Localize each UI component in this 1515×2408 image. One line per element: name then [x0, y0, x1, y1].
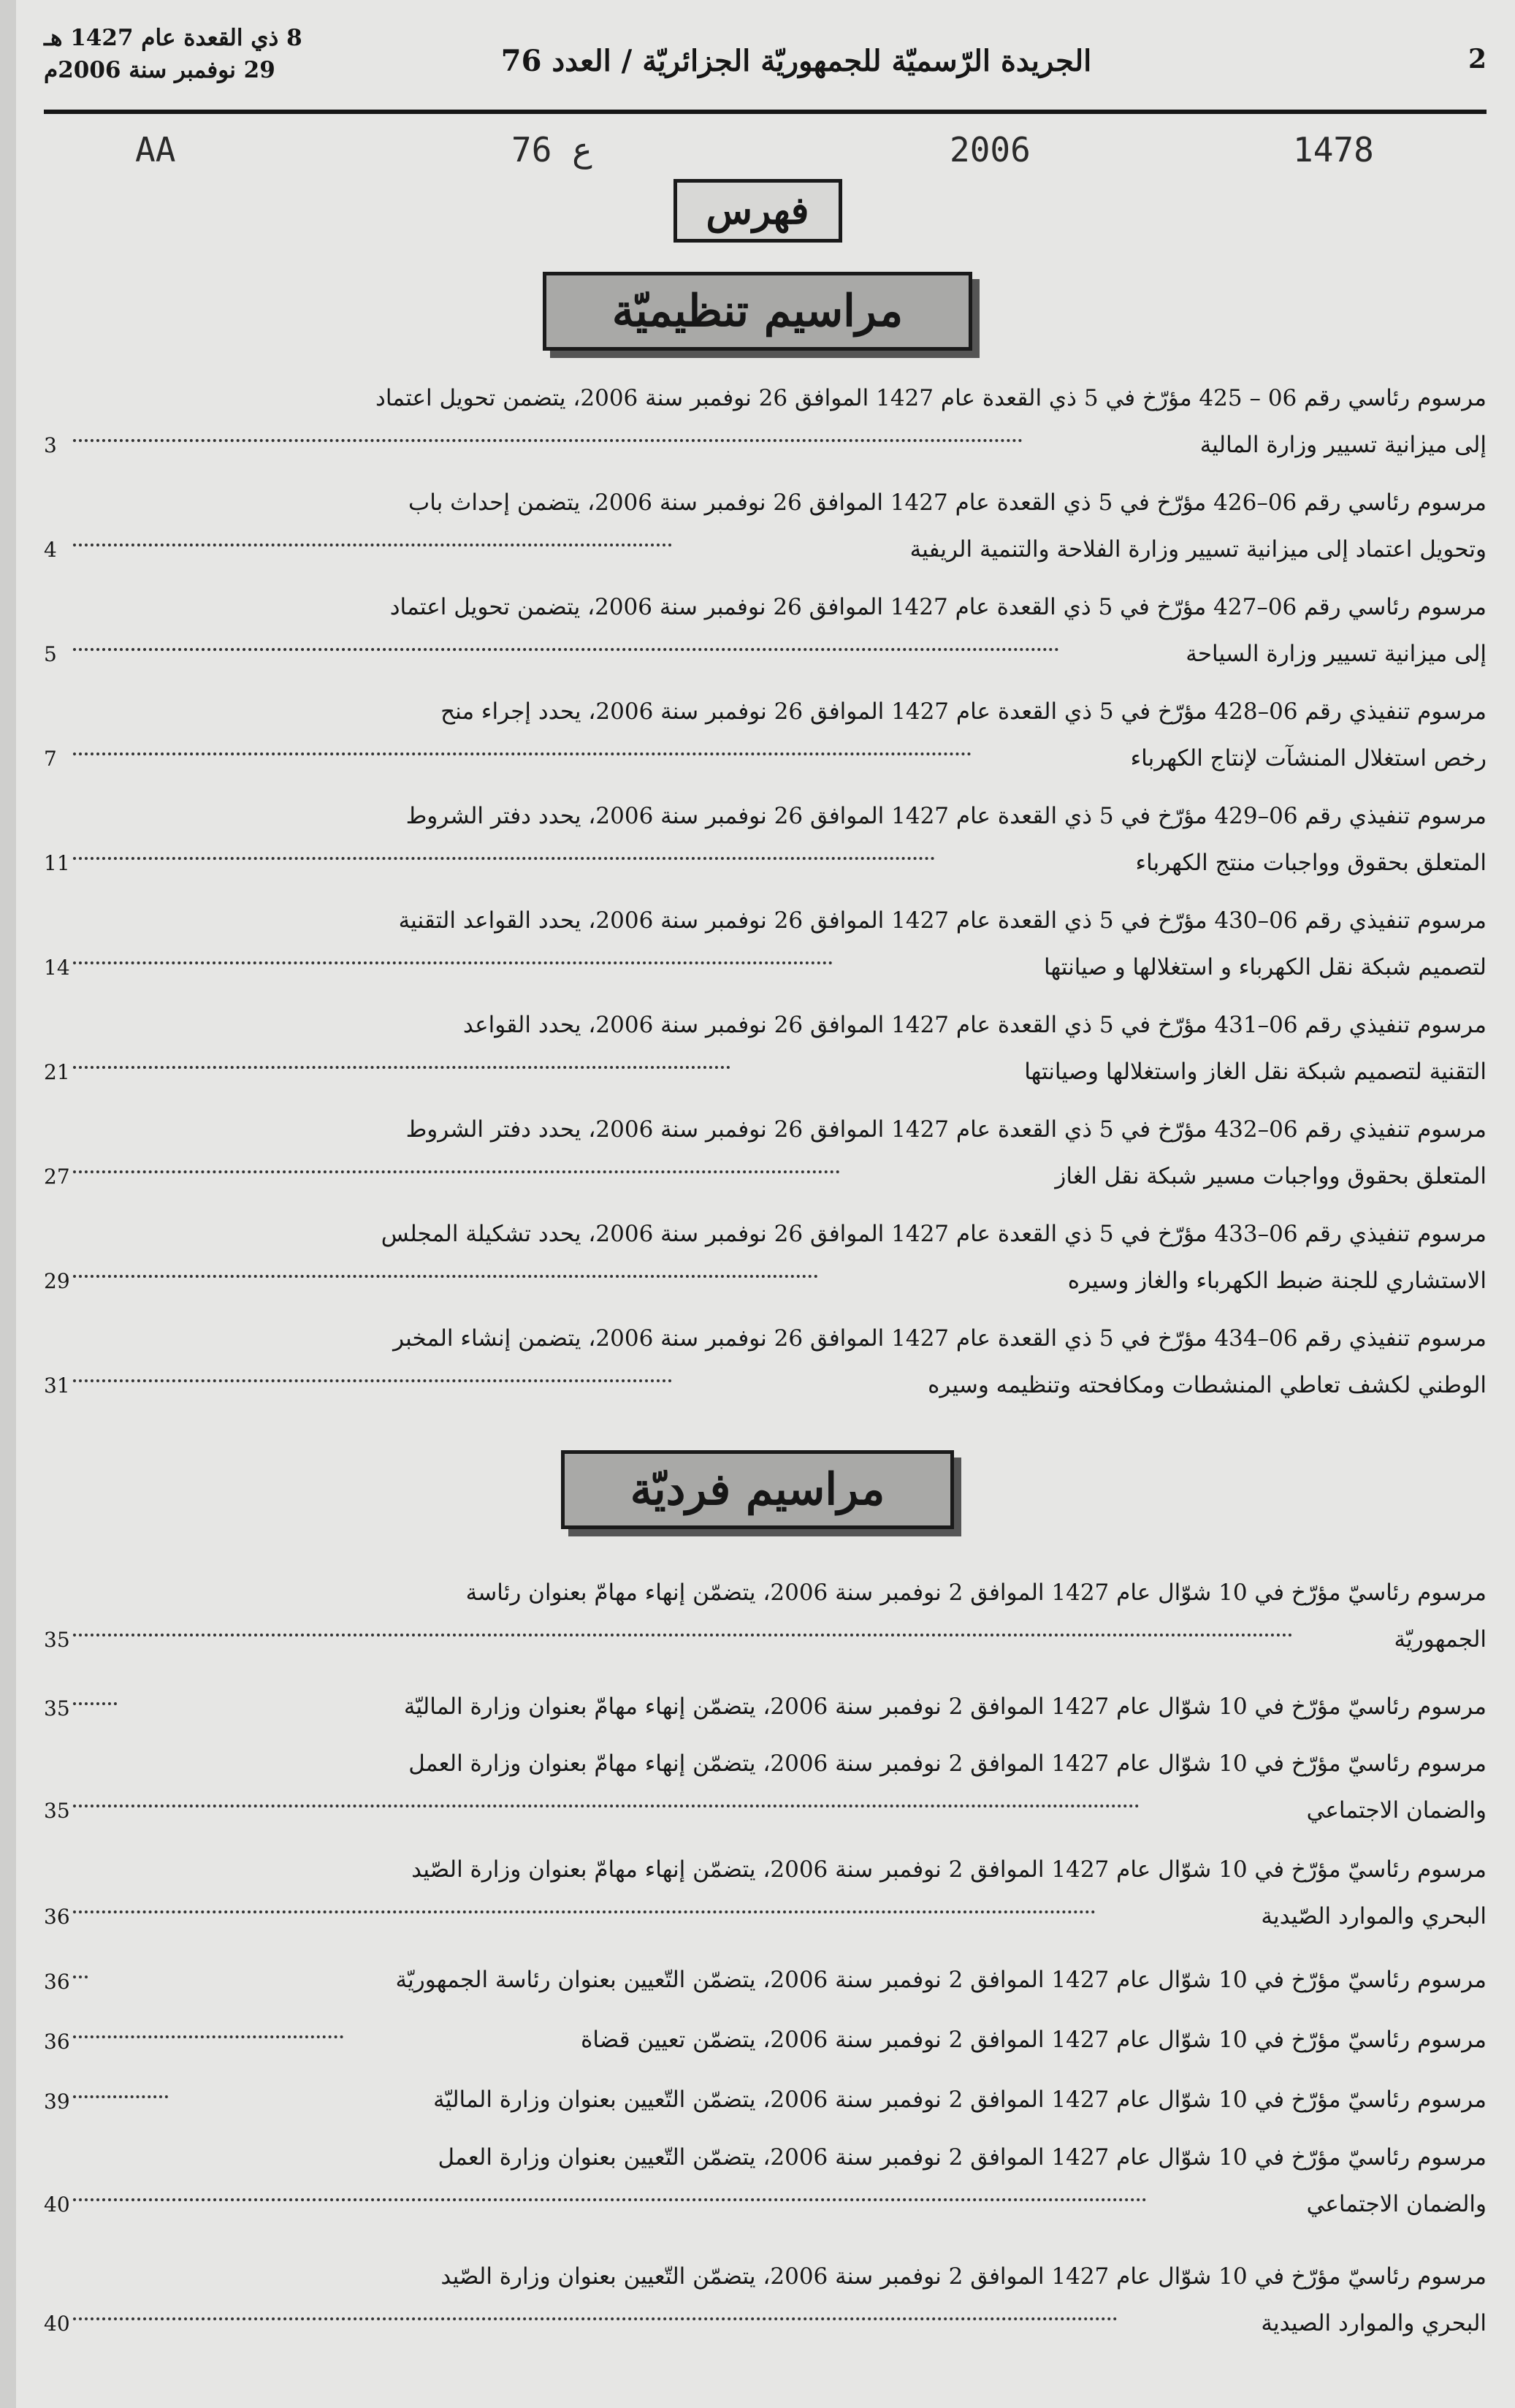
entry-page-number: 3: [44, 433, 57, 457]
dot-leader: [73, 1379, 672, 1382]
dot-leader: [73, 544, 672, 546]
dot-leader: [73, 648, 1059, 651]
entry-line: مرسوم تنفيذي رقم 06–431 مؤرّخ في 5 ذي القعدة عام 1427 الموافق 26 نوفمبر سنة 2006، يحدد القواعد: [462, 1012, 1487, 1038]
entry-line: مرسوم رئاسي رقم 06 – 425 مؤرّخ في 5 ذي القعدة عام 1427 الموافق 26 نوفمبر سنة 2006، يتضمن تحويل اعتماد: [375, 385, 1487, 411]
section-title-individual: مراسيم فرديّة: [561, 1450, 955, 1529]
entry-line: الجمهوريّة: [1394, 1626, 1487, 1653]
dot-leader: [73, 1805, 1140, 1807]
entry-line: وتحويل اعتماد إلى ميزانية تسيير وزارة الفلاحة والتنمية الريفية: [909, 536, 1487, 563]
gregorian-date: 29 نوفمبر سنة 2006م: [44, 57, 275, 83]
dot-leader: [73, 439, 1023, 442]
entry-page-number: 36: [44, 1905, 70, 1929]
entry-line: والضمان الاجتماعي: [1306, 2191, 1487, 2217]
entry-line: مرسوم رئاسيّ مؤرّخ في 10 شوّال عام 1427 الموافق 2 نوفمبر سنة 2006، يتضمّن تعيين قضاة: [581, 2027, 1487, 2053]
entry-line: إلى ميزانية تسيير وزارة المالية: [1199, 432, 1487, 458]
section-heading: [0, 1450, 1515, 1529]
entry-line: البحري والموارد الصّيدية: [1261, 1903, 1487, 1929]
dot-leader: [73, 1975, 88, 1978]
entry-page-number: 29: [44, 1269, 70, 1293]
entry-line: المتعلق بحقوق وواجبات منتج الكهرباء: [1135, 850, 1487, 876]
entry-page-number: 11: [44, 851, 70, 875]
entry-page-number: 5: [44, 642, 57, 666]
dot-leader: [73, 2035, 343, 2038]
hijri-date: 8 ذي القعدة عام 1427 هـ: [44, 25, 302, 51]
entry-page-number: 35: [44, 1628, 70, 1652]
page-header: [44, 22, 1487, 102]
entry-line: مرسوم تنفيذي رقم 06–429 مؤرّخ في 5 ذي القعدة عام 1427 الموافق 26 نوفمبر سنة 2006، يحدد دفتر الشروط: [405, 803, 1487, 829]
entry-line: رخص استغلال المنشآت لإنتاج الكهرباء: [1130, 745, 1487, 771]
entry-line: الوطني لكشف تعاطي المنشطات ومكافحته وتنظيمه وسيره: [928, 1372, 1487, 1398]
dot-leader: [73, 857, 935, 860]
entry-line: مرسوم رئاسيّ مؤرّخ في 10 شوّال عام 1427 الموافق 2 نوفمبر سنة 2006، يتضمّن إنهاء مهامّ بعنوان رئاسة: [465, 1580, 1487, 1606]
entry-line: البحري والموارد الصيدية: [1261, 2310, 1487, 2336]
entry-line: مرسوم تنفيذي رقم 06–433 مؤرّخ في 5 ذي القعدة عام 1427 الموافق 26 نوفمبر سنة 2006، يحدد تشكيلة المجلس: [381, 1221, 1487, 1247]
dot-leader: [73, 1275, 818, 1278]
dot-leader: [73, 752, 972, 755]
entry-page-number: 36: [44, 2030, 70, 2054]
entry-page-number: 7: [44, 747, 57, 771]
dot-leader: [73, 1066, 730, 1069]
entry-line: مرسوم تنفيذي رقم 06–430 مؤرّخ في 5 ذي القعدة عام 1427 الموافق 26 نوفمبر سنة 2006، يحدد القواعد التقنية: [398, 907, 1487, 934]
entry-line: التقنية لتصميم شبكة نقل الغاز واستغلالها وصيانتها: [1024, 1059, 1487, 1085]
index-title: فهرس: [673, 179, 842, 243]
entry-line: مرسوم رئاسيّ مؤرّخ في 10 شوّال عام 1427 الموافق 2 نوفمبر سنة 2006، يتضمّن التّعيين بعنوان رئاسة الجمهوريّة: [395, 1967, 1487, 1993]
entry-page-number: 27: [44, 1165, 70, 1189]
dot-leader: [73, 2095, 168, 2098]
entry-line: مرسوم تنفيذي رقم 06–428 مؤرّخ في 5 ذي القعدة عام 1427 الموافق 26 نوفمبر سنة 2006، يحدد إجراء منح: [440, 698, 1487, 725]
header-divider: [44, 110, 1487, 114]
entry-line: مرسوم رئاسيّ مؤرّخ في 10 شوّال عام 1427 الموافق 2 نوفمبر سنة 2006، يتضمّن إنهاء مهامّ بعنوان وزارة الصّيد: [411, 1856, 1487, 1883]
index-heading: [0, 179, 1515, 243]
section-title-regulatory: مراسيم تنظيميّة: [543, 272, 972, 351]
handwritten-note: 2006: [950, 130, 1031, 169]
entry-page-number: 31: [44, 1373, 70, 1398]
entry-line: مرسوم رئاسي رقم 06–427 مؤرّخ في 5 ذي القعدة عام 1427 الموافق 26 نوفمبر سنة 2006، يتضمن تحويل اعتماد: [389, 594, 1487, 620]
header-dates: [44, 22, 321, 86]
entry-page-number: 4: [44, 538, 57, 562]
entry-line: مرسوم رئاسيّ مؤرّخ في 10 شوّال عام 1427 الموافق 2 نوفمبر سنة 2006، يتضمّن إنهاء مهامّ بعنوان وزارة الماليّة: [403, 1693, 1487, 1720]
entry-line: الاستشاري للجنة ضبط الكهرباء والغاز وسيره: [1067, 1268, 1487, 1294]
entry-line: مرسوم رئاسي رقم 06–426 مؤرّخ في 5 ذي القعدة عام 1427 الموافق 26 نوفمبر سنة 2006، يتضمن إحداث باب: [408, 489, 1487, 516]
entry-line: مرسوم تنفيذي رقم 06–434 مؤرّخ في 5 ذي القعدة عام 1427 الموافق 26 نوفمبر سنة 2006، يتضمن إنشاء المخبر: [393, 1325, 1487, 1352]
handwritten-note: 1478: [1293, 130, 1374, 169]
entry-page-number: 36: [44, 1970, 70, 1994]
entry-page-number: 39: [44, 2089, 70, 2114]
entry-line: مرسوم رئاسيّ مؤرّخ في 10 شوّال عام 1427 الموافق 2 نوفمبر سنة 2006، يتضمّن التّعيين بعنوان وزارة الماليّة: [433, 2087, 1487, 2113]
entry-page-number: 40: [44, 2192, 70, 2217]
handwritten-note: AA: [135, 130, 176, 169]
dot-leader: [73, 1634, 1293, 1637]
entry-line: مرسوم تنفيذي رقم 06–432 مؤرّخ في 5 ذي القعدة عام 1427 الموافق 26 نوفمبر سنة 2006، يحدد دفتر الشروط: [405, 1116, 1487, 1143]
entry-page-number: 21: [44, 1060, 70, 1084]
dot-leader: [73, 2317, 1118, 2320]
entry-page-number: 35: [44, 1696, 70, 1721]
scan-edge: [0, 0, 16, 2408]
entry-line: مرسوم رئاسيّ مؤرّخ في 10 شوّال عام 1427 الموافق 2 نوفمبر سنة 2006، يتضمّن إنهاء مهامّ بعنوان وزارة العمل: [408, 1750, 1487, 1777]
entry-line: المتعلق بحقوق وواجبات مسير شبكة نقل الغاز: [1055, 1163, 1487, 1189]
handwritten-note: 76 ع: [511, 130, 592, 169]
entry-line: مرسوم رئاسيّ مؤرّخ في 10 شوّال عام 1427 الموافق 2 نوفمبر سنة 2006، يتضمّن التّعيين بعنوان وزارة الصّيد: [440, 2263, 1487, 2290]
gazette-title: الجريدة الرّسميّة للجمهوريّة الجزائريّة / العدد 76: [500, 44, 1092, 78]
entry-line: إلى ميزانية تسيير وزارة السياحة: [1186, 641, 1487, 667]
entry-page-number: 40: [44, 2312, 70, 2336]
dot-leader: [73, 1910, 1096, 1913]
entry-line: والضمان الاجتماعي: [1306, 1797, 1487, 1824]
page-number: 2: [1468, 44, 1487, 75]
entry-line: لتصميم شبكة نقل الكهرباء و استغلالها و صيانتها: [1044, 954, 1487, 980]
dot-leader: [73, 1170, 840, 1173]
dot-leader: [73, 1702, 117, 1705]
dot-leader: [73, 961, 833, 964]
entry-page-number: 14: [44, 956, 70, 980]
section-heading: [0, 272, 1515, 351]
entry-line: مرسوم رئاسيّ مؤرّخ في 10 شوّال عام 1427 الموافق 2 نوفمبر سنة 2006، يتضمّن التّعيين بعنوان وزارة العمل: [438, 2144, 1487, 2171]
dot-leader: [73, 2198, 1147, 2201]
entry-page-number: 35: [44, 1799, 70, 1823]
